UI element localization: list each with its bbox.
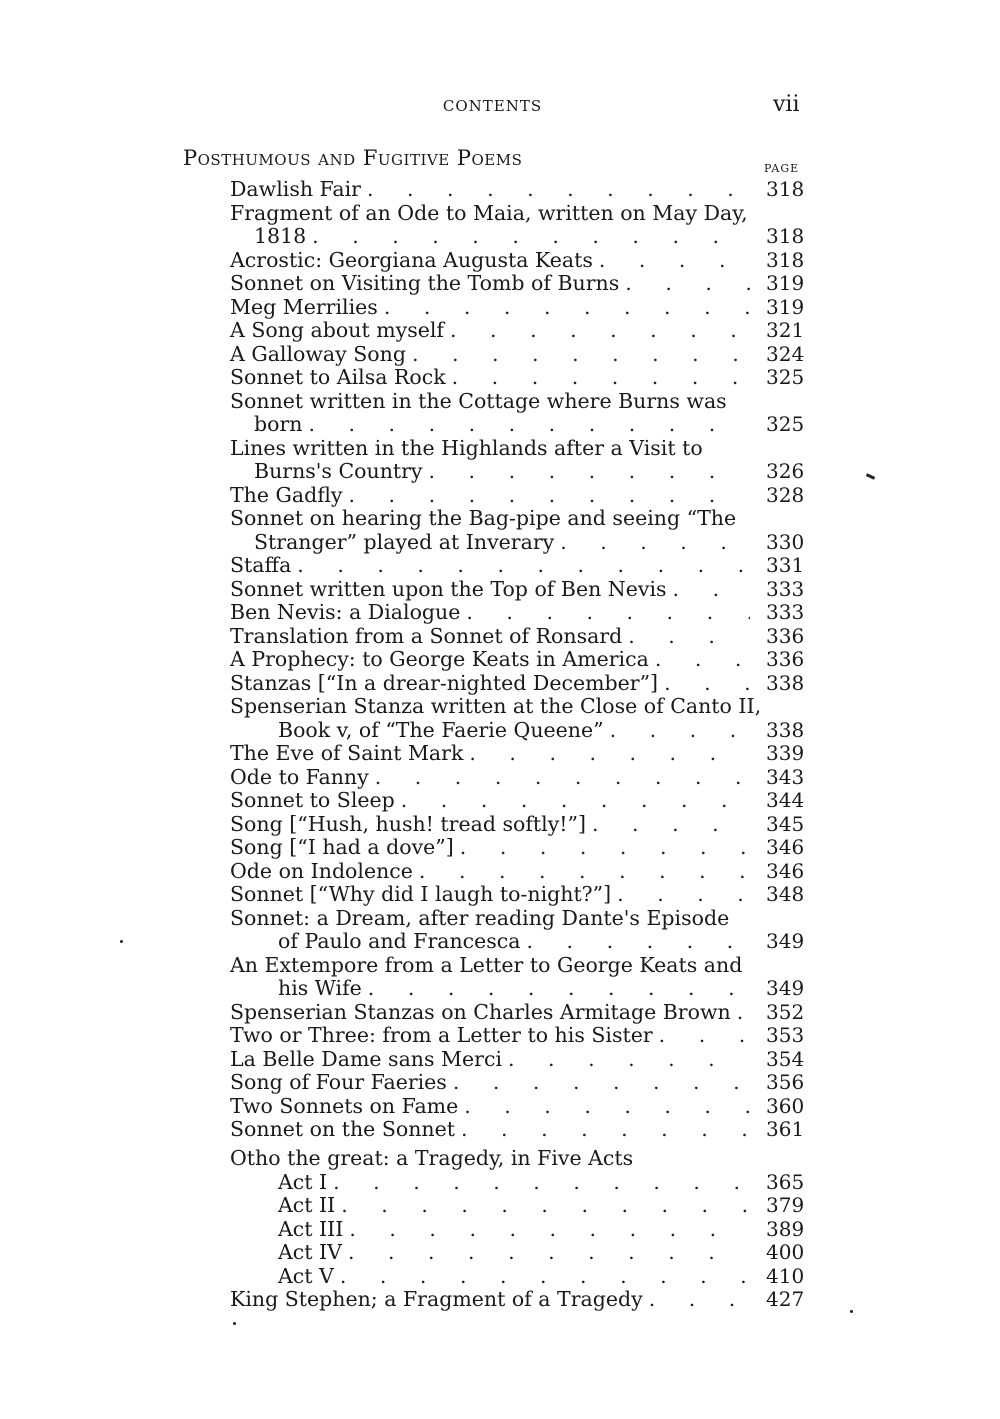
toc-entry-title: The Eve of Saint Mark bbox=[230, 741, 464, 765]
toc-entry-title: Spenserian Stanza written at the Close of Canto II, bbox=[230, 694, 762, 718]
toc-entry bbox=[230, 1095, 750, 1119]
toc-entry bbox=[230, 601, 750, 625]
toc-entry bbox=[230, 1194, 750, 1218]
toc-entry-title: Lines written in the Highlands after a Visit to bbox=[230, 435, 703, 460]
toc-entry-title: Act II bbox=[278, 1193, 336, 1218]
toc-page-number: 338 bbox=[766, 717, 805, 742]
leader-dots bbox=[340, 1265, 750, 1289]
toc-page-number: 318 bbox=[766, 247, 805, 272]
toc-entry bbox=[230, 742, 750, 766]
toc-entry bbox=[230, 1241, 750, 1265]
toc-page-number: 339 bbox=[766, 741, 805, 765]
toc-page-number: 346 bbox=[766, 858, 805, 883]
toc-entry bbox=[230, 625, 750, 649]
leader-dots bbox=[464, 1095, 750, 1119]
leader-dots bbox=[664, 672, 750, 696]
toc-entry-title: Ode to Fanny bbox=[230, 764, 369, 789]
toc-entry bbox=[230, 954, 750, 1001]
toc-entry-title: Act III bbox=[278, 1216, 344, 1241]
toc-entry bbox=[230, 672, 750, 696]
leader-dots bbox=[367, 178, 750, 202]
leader-dots bbox=[592, 813, 750, 837]
toc-entry-title: La Belle Dame sans Merci bbox=[230, 1046, 502, 1071]
section-title: Posthumous and Fugitive Poems bbox=[183, 146, 523, 170]
toc-entry-title: Song [“Hush, hush! tread softly!”] bbox=[230, 811, 586, 836]
toc-entry-title: Song [“I had a dove”] bbox=[230, 835, 454, 859]
running-head: CONTENTS bbox=[442, 97, 543, 115]
toc-page-number: 346 bbox=[766, 835, 805, 859]
toc-page-number: 324 bbox=[766, 341, 805, 366]
toc-entry-title: Ben Nevis: a Dialogue bbox=[230, 600, 461, 624]
toc-page-number: 318 bbox=[766, 224, 805, 248]
toc-entry bbox=[230, 1218, 750, 1242]
page-column-label: PAGE bbox=[764, 162, 800, 175]
toc-entry bbox=[230, 1147, 750, 1171]
leader-dots bbox=[560, 531, 750, 555]
toc-page-number: 361 bbox=[766, 1117, 805, 1141]
leader-dots bbox=[508, 1048, 750, 1072]
leader-dots bbox=[375, 766, 750, 790]
toc-entry bbox=[230, 836, 750, 860]
leader-dots bbox=[469, 742, 750, 766]
toc-entry-title: Sonnet to Sleep bbox=[230, 788, 395, 812]
toc-page-number: 325 bbox=[766, 412, 805, 436]
scan-speck bbox=[233, 1322, 236, 1325]
toc-page-number: 354 bbox=[766, 1046, 805, 1071]
leader-dots bbox=[412, 343, 750, 367]
toc-entry bbox=[230, 907, 750, 954]
toc-entry bbox=[230, 343, 750, 367]
toc-entry bbox=[230, 860, 750, 884]
toc-page-number: 330 bbox=[766, 529, 805, 554]
toc-entry-title: Fragment of an Ode to Maia, written on May Day, bbox=[230, 200, 748, 225]
toc-entry bbox=[230, 437, 750, 484]
toc-entry-title: Sonnet on the Sonnet bbox=[230, 1117, 455, 1141]
toc-entry-title: Sonnet [“Why did I laugh to-night?”] bbox=[230, 882, 612, 906]
toc-entry-title: Two or Three: from a Letter to his Sister bbox=[230, 1023, 653, 1047]
leader-dots bbox=[348, 1241, 750, 1265]
leader-dots bbox=[297, 554, 750, 578]
toc-page-number: 349 bbox=[766, 929, 805, 953]
leader-dots bbox=[453, 1071, 750, 1095]
toc-entry bbox=[230, 249, 750, 273]
toc-page-number: 345 bbox=[766, 811, 805, 836]
toc-entry bbox=[230, 1171, 750, 1195]
toc-entry-title: Ode on Indolence bbox=[230, 858, 413, 883]
toc-entry-title: Book v, of “The Faerie Queene” bbox=[278, 717, 604, 742]
toc-entry-title: his Wife bbox=[278, 976, 362, 1000]
toc-entry bbox=[230, 766, 750, 790]
toc-entry-title: The Gadfly bbox=[230, 482, 343, 507]
toc-entry-title: Stanzas [“In a drear-nighted December”] bbox=[230, 670, 659, 695]
toc-entry-title: Act I bbox=[278, 1169, 328, 1194]
toc-entry bbox=[230, 202, 750, 249]
toc-entry-title: A Prophecy: to George Keats in America bbox=[230, 647, 649, 671]
toc-page-number: 333 bbox=[766, 600, 805, 624]
toc-entry bbox=[230, 1071, 750, 1095]
leader-dots bbox=[401, 789, 750, 813]
page-number: vii bbox=[773, 92, 800, 117]
leader-dots bbox=[466, 601, 750, 625]
toc-page-number: 318 bbox=[766, 177, 805, 201]
toc-page-number: 379 bbox=[766, 1193, 805, 1218]
leader-dots bbox=[450, 319, 750, 343]
toc-entry bbox=[230, 178, 750, 202]
toc-entry bbox=[230, 1024, 750, 1048]
leader-dots bbox=[649, 1288, 750, 1312]
leader-dots bbox=[655, 648, 750, 672]
toc-entry-title: Burns's Country bbox=[254, 459, 423, 483]
leader-dots bbox=[349, 1218, 750, 1242]
toc-page-number: 325 bbox=[766, 365, 805, 389]
toc-entry-title: Sonnet written upon the Top of Ben Nevis bbox=[230, 576, 667, 601]
toc-entry bbox=[230, 1048, 750, 1072]
toc-page-number: 427 bbox=[766, 1287, 805, 1312]
toc-page-number: 365 bbox=[766, 1169, 805, 1194]
toc-page-number: 400 bbox=[766, 1240, 805, 1265]
scan-speck bbox=[850, 1310, 853, 1313]
toc-entry bbox=[230, 296, 750, 320]
toc-entry bbox=[230, 648, 750, 672]
toc-page-number: 389 bbox=[766, 1216, 805, 1241]
toc-entry-title: Sonnet written in the Cottage where Burns was bbox=[230, 388, 727, 413]
toc-entry-title: Acrostic: Georgiana Augusta Keats bbox=[230, 247, 593, 272]
toc-entry-title: King Stephen; a Fragment of a Tragedy bbox=[230, 1287, 643, 1312]
toc-entry-title: A Song about myself bbox=[230, 318, 445, 342]
toc-page-number: 328 bbox=[766, 482, 805, 507]
scan-speck bbox=[866, 473, 875, 480]
toc-page-number: 319 bbox=[766, 271, 805, 295]
toc-entry-title: Sonnet on hearing the Bag-pipe and seeing “The bbox=[230, 506, 737, 530]
toc-page-number: 321 bbox=[766, 318, 805, 342]
toc-entry-title: Meg Merrilies bbox=[230, 294, 378, 319]
toc-entry-title: Sonnet to Ailsa Rock bbox=[230, 365, 446, 389]
toc-entry bbox=[230, 789, 750, 813]
toc-page-number: 343 bbox=[766, 764, 805, 789]
leader-dots bbox=[659, 1024, 750, 1048]
leader-dots bbox=[341, 1194, 750, 1218]
toc-page-number: 349 bbox=[766, 976, 805, 1000]
toc-entry bbox=[230, 507, 750, 554]
toc-entry-title: Stranger” played at Inverary bbox=[254, 529, 555, 554]
toc-entry-title: born bbox=[254, 412, 303, 436]
leader-dots bbox=[527, 930, 750, 954]
toc-page-number: 352 bbox=[766, 999, 805, 1024]
toc-entry-title: Sonnet: a Dream, after reading Dante's Episode bbox=[230, 905, 730, 930]
leader-dots bbox=[308, 413, 750, 437]
leader-dots bbox=[673, 578, 750, 602]
toc-entry bbox=[230, 366, 750, 390]
leader-dots bbox=[368, 977, 750, 1001]
scan-speck bbox=[120, 940, 123, 943]
toc-page-number: 410 bbox=[766, 1263, 805, 1288]
toc-entry bbox=[230, 319, 750, 343]
leader-dots bbox=[429, 460, 750, 484]
toc-page-number: 319 bbox=[766, 294, 805, 319]
leader-dots bbox=[461, 1118, 750, 1142]
toc-entry-title: Song of Four Faeries bbox=[230, 1070, 447, 1094]
leader-dots bbox=[384, 296, 750, 320]
toc-page-number: 353 bbox=[766, 1023, 805, 1047]
toc-entry bbox=[230, 390, 750, 437]
toc-entry-title: Act V bbox=[278, 1263, 334, 1288]
leader-dots bbox=[349, 484, 751, 508]
toc-entry-title: of Paulo and Francesca bbox=[278, 929, 521, 953]
toc-page-number: 356 bbox=[766, 1070, 805, 1094]
toc-entry-title: Dawlish Fair bbox=[230, 177, 361, 201]
leader-dots bbox=[628, 625, 750, 649]
toc-entry bbox=[230, 1265, 750, 1289]
toc-page-number: 333 bbox=[766, 576, 805, 601]
leader-dots bbox=[419, 860, 750, 884]
leader-dots bbox=[452, 366, 750, 390]
toc-entry bbox=[230, 554, 750, 578]
toc-entry bbox=[230, 813, 750, 837]
toc-entry-title: A Galloway Song bbox=[230, 341, 406, 366]
toc-entry-title: An Extempore from a Letter to George Keats and bbox=[230, 952, 743, 977]
toc-entry bbox=[230, 694, 762, 742]
leader-dots bbox=[333, 1171, 750, 1195]
leader-dots bbox=[610, 719, 750, 743]
toc-entry-title: Act IV bbox=[278, 1240, 342, 1265]
toc-entry-title: Translation from a Sonnet of Ronsard bbox=[230, 623, 623, 648]
toc-entry-title: Otho the great: a Tragedy, in Five Acts bbox=[230, 1146, 634, 1171]
leader-dots bbox=[617, 883, 750, 907]
toc-page-number: 326 bbox=[766, 459, 805, 483]
toc-page-number: 348 bbox=[766, 882, 805, 906]
leader-dots bbox=[599, 249, 750, 273]
toc-entry bbox=[230, 1288, 750, 1312]
toc-entry bbox=[230, 272, 750, 296]
leader-dots bbox=[312, 225, 750, 249]
leader-dots bbox=[625, 272, 750, 296]
leader-dots bbox=[737, 1001, 750, 1025]
toc-entry-title: Spenserian Stanzas on Charles Armitage Brown bbox=[230, 999, 731, 1024]
toc-entry-title: Sonnet on Visiting the Tomb of Burns bbox=[230, 271, 620, 295]
toc-entry bbox=[230, 883, 750, 907]
leader-dots bbox=[460, 836, 750, 860]
toc-page-number: 336 bbox=[766, 647, 805, 671]
toc-entry bbox=[230, 1118, 750, 1142]
toc-page-number: 360 bbox=[766, 1093, 805, 1118]
toc-page-number: 338 bbox=[766, 670, 805, 695]
toc-entry-title: 1818 bbox=[254, 224, 307, 248]
toc-entry-title: Two Sonnets on Fame bbox=[230, 1093, 459, 1118]
toc-entry bbox=[230, 578, 750, 602]
toc-entry-title: Staffa bbox=[230, 553, 292, 577]
toc-page-number: 336 bbox=[766, 623, 805, 648]
toc-page-number: 344 bbox=[766, 788, 805, 812]
toc-entry bbox=[230, 484, 750, 508]
toc-entry bbox=[230, 1001, 750, 1025]
toc-page-number: 331 bbox=[766, 553, 805, 577]
